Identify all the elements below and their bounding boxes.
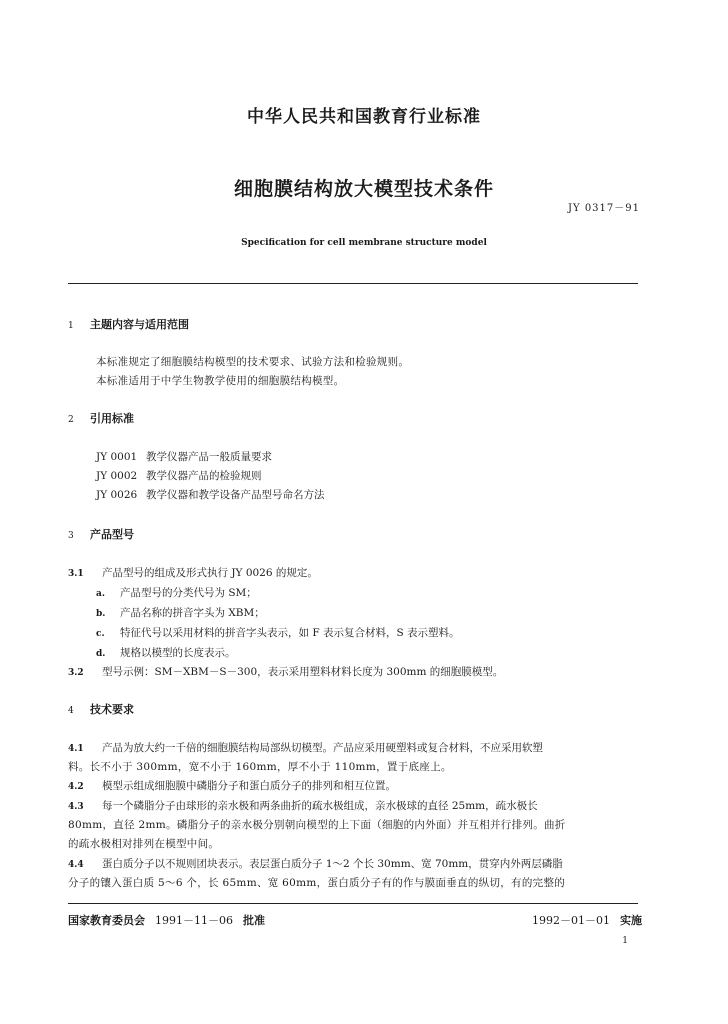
list-item (96, 645, 236, 660)
list-item (96, 585, 257, 600)
section-3-number: 3 (68, 531, 74, 541)
issuing-authority: 国家教育委员会 (68, 914, 145, 927)
issue-date: 1991－11－06 (155, 914, 233, 927)
section-1-paragraph-1: 本标准规定了细胞膜结构模型的技术要求、试验方法和检验规则。 (96, 356, 410, 368)
list-item-label: c. (96, 629, 105, 639)
reference-title: 教学仪器产品的检验规则 (146, 470, 262, 482)
english-title: Specification for cell membrane structure model (241, 238, 487, 248)
section-2-heading (68, 410, 134, 426)
reference-item (96, 468, 262, 483)
clause-3-2-text: 型号示例：SM－XBM－S－300，表示采用塑料材料长度为 300mm 的细胞膜模型。 (102, 666, 504, 678)
clause-4-1-text-line-1: 产品为放大约一千倍的细胞膜结构局部纵切模型。产品应采用硬塑料或复合材料，不应采用软塑 (102, 742, 543, 754)
reference-code: JY 0002 (96, 470, 138, 482)
clause-4-2-text: 模型示组成细胞膜中磷脂分子和蛋白质分子的排列和相互位置。 (102, 780, 396, 792)
implementation-date: 1992－01－01 (532, 914, 610, 927)
list-item-label: b. (96, 609, 106, 619)
list-item (96, 605, 265, 620)
reference-item (96, 449, 272, 464)
issue-info (68, 912, 265, 928)
clause-4-3-number: 4.3 (68, 802, 84, 812)
reference-title: 教学仪器和教学设备产品型号命名方法 (146, 489, 325, 501)
section-4-heading (68, 701, 134, 717)
clause-4-3-text-line-1: 每一个磷脂分子由球形的亲水极和两条曲折的疏水极组成，亲水极球的直径 25mm，疏水极长 (102, 800, 538, 812)
list-item-text: 产品型号的分类代号为 SM； (120, 587, 257, 599)
clause-3-2-number: 3.2 (68, 668, 84, 678)
section-4-number: 4 (68, 706, 74, 716)
reference-code: JY 0026 (96, 489, 138, 501)
clause-4-4-text-line-1: 蛋白质分子以不规则团块表示。表层蛋白质分子 1～2 个长 30mm、宽 70mm，贯穿内外两层磷脂 (102, 858, 563, 870)
clause-3-2 (68, 664, 503, 679)
footer-divider (68, 903, 638, 904)
clause-4-2-number: 4.2 (68, 782, 84, 792)
clause-4-4-number: 4.4 (68, 860, 84, 870)
clause-3-1-text: 产品型号的组成及形式执行 JY 0026 的规定。 (102, 567, 318, 579)
issuing-standard-category: 中华人民共和国教育行业标准 (247, 107, 481, 127)
section-1-heading (68, 316, 189, 332)
approval-label: 批准 (243, 914, 265, 927)
section-1-number: 1 (68, 321, 74, 331)
clause-4-1-number: 4.1 (68, 744, 84, 754)
clause-4-3 (68, 798, 538, 813)
reference-title: 教学仪器产品一般质量要求 (146, 451, 272, 463)
header-divider (68, 283, 638, 284)
clause-4-1-text-line-2: 料。长不小于 300mm，宽不小于 160mm，厚不小于 110mm，置于底座上。 (68, 761, 452, 773)
clause-4-4 (68, 856, 563, 871)
clause-4-1 (68, 740, 543, 755)
clause-4-3-text-line-2: 80mm，直径 2mm。磷脂分子的亲水极分别朝向模型的上下面（细胞的内外面）并互相并行排列。曲折 (68, 819, 566, 831)
reference-item (96, 487, 325, 502)
list-item-text: 特征代号以采用材料的拼音字头表示，如 F 表示复合材料，S 表示塑料。 (120, 627, 460, 639)
clause-3-1-number: 3.1 (68, 569, 84, 579)
section-4-title: 技术要求 (90, 703, 134, 716)
list-item-label: a. (96, 589, 105, 599)
section-3-heading (68, 526, 134, 542)
section-2-title: 引用标准 (90, 412, 134, 425)
clause-4-3-text-line-3: 的疏水极相对排列在模型中间。 (68, 838, 220, 850)
list-item-text: 规格以模型的长度表示。 (120, 647, 236, 659)
reference-code: JY 0001 (96, 451, 138, 463)
section-3-title: 产品型号 (90, 528, 134, 541)
section-1-paragraph-2: 本标准适用于中学生物教学使用的细胞膜结构模型。 (96, 375, 345, 387)
page-number: 1 (622, 936, 628, 946)
document-title: 细胞膜结构放大模型技术条件 (233, 178, 494, 200)
section-1-title: 主题内容与适用范围 (90, 318, 189, 331)
list-item-text: 产品名称的拼音字头为 XBM； (120, 607, 265, 619)
list-item-label: d. (96, 649, 106, 659)
standard-code: JY 0317－91 (568, 203, 640, 214)
clause-4-2 (68, 778, 396, 793)
clause-3-1 (68, 565, 318, 580)
implementation-label: 实施 (620, 914, 642, 927)
clause-4-4-text-line-2: 分子的镶入蛋白质 5～6 个，长 65mm、宽 60mm，蛋白质分子有的作与膜面垂直的纵切，有的完整的 (68, 877, 566, 889)
implementation-info (532, 912, 642, 928)
section-2-number: 2 (68, 415, 74, 425)
list-item (96, 625, 460, 640)
